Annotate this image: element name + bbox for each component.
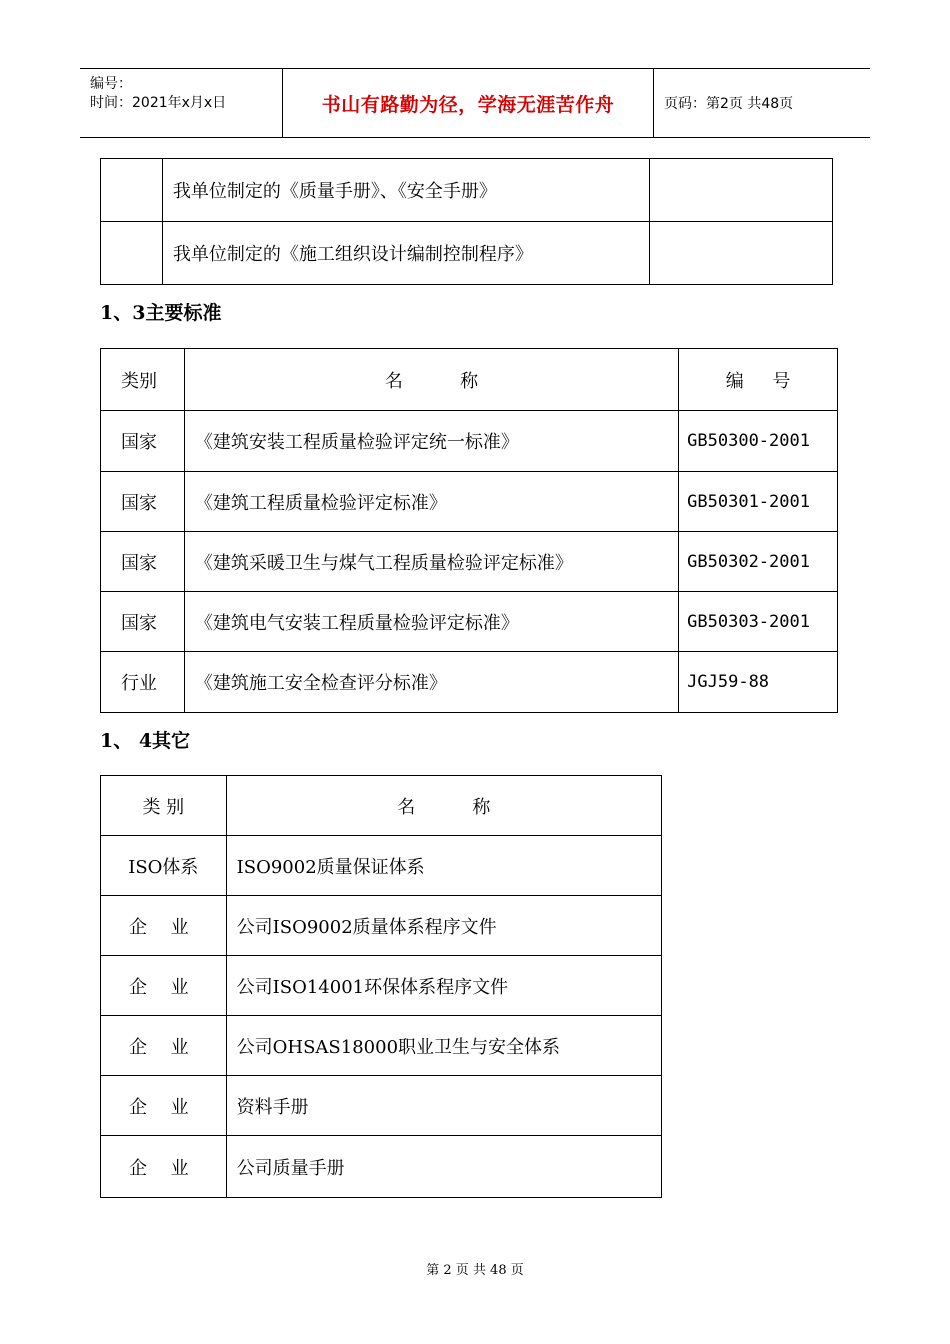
table-row: [101, 896, 662, 956]
name-cell: 资料手册: [226, 1076, 661, 1136]
category-cell: 国家: [101, 592, 185, 652]
date-line: 时间：2021年x月x日: [90, 95, 227, 111]
table-row: [101, 222, 833, 285]
category-cell: 行业: [101, 652, 185, 713]
category-cell: 国家: [101, 472, 185, 532]
table-row: [101, 956, 662, 1016]
category-cell: 企 业: [101, 956, 227, 1016]
code-cell: GB50301-2001: [679, 472, 838, 532]
table-row: [101, 1136, 662, 1198]
table-row: [101, 592, 838, 652]
table-row: [101, 1076, 662, 1136]
section-title-1-4: 1、 4其它: [100, 730, 191, 752]
table-row: [101, 159, 833, 222]
category-cell: 企 业: [101, 1076, 227, 1136]
category-cell: 国家: [101, 532, 185, 592]
name-cell: 《建筑施工安全检查评分标准》: [184, 652, 678, 713]
motto: 书山有路勤为径，学海无涯苦作舟: [321, 93, 615, 116]
name-cell: 公司ISO9002质量体系程序文件: [226, 896, 661, 956]
code-cell: GB50302-2001: [679, 532, 838, 592]
code-cell: GB50303-2001: [679, 592, 838, 652]
section-title-1-3: 1、3主要标准: [100, 302, 222, 324]
header-category: 类别: [101, 349, 185, 411]
standards-table: [100, 348, 838, 713]
code-cell: JGJ59-88: [679, 652, 838, 713]
table-row: [101, 836, 662, 896]
name-cell: 公司ISO14001环保体系程序文件: [226, 956, 661, 1016]
table-row: [101, 411, 838, 472]
doc-number-label: 编号：: [90, 76, 132, 92]
category-cell: 企 业: [101, 1016, 227, 1076]
name-cell: 公司质量手册: [226, 1136, 661, 1198]
header-motto-cell: [282, 69, 654, 137]
header-page-cell: [654, 69, 870, 137]
name-cell: 《建筑工程质量检验评定标准》: [184, 472, 678, 532]
name-cell: 《建筑采暖卫生与煤气工程质量检验评定标准》: [184, 532, 678, 592]
table-cell: [101, 222, 163, 285]
table-row: [101, 472, 838, 532]
header-name: 名 称: [184, 349, 678, 411]
table-row: [101, 1016, 662, 1076]
table-row: [101, 532, 838, 592]
category-cell: 国家: [101, 411, 185, 472]
page-info: 页码：第2页 共48页: [664, 96, 794, 112]
page-footer: 第 2 页 共 48 页: [426, 1263, 524, 1278]
header-meta: [80, 69, 282, 137]
table-row: [101, 652, 838, 713]
header-code: 编 号: [679, 349, 838, 411]
other-table: [100, 775, 662, 1198]
name-cell: 《建筑电气安装工程质量检验评定标准》: [184, 592, 678, 652]
table-cell: [649, 159, 833, 222]
table-cell: 我单位制定的《质量手册》、《安全手册》: [162, 159, 649, 222]
table-cell: [101, 159, 163, 222]
reference-table: [100, 158, 833, 285]
table-cell: 我单位制定的《施工组织设计编制控制程序》: [162, 222, 649, 285]
code-cell: GB50300-2001: [679, 411, 838, 472]
table-header-row: [101, 349, 838, 411]
header-category: 类 别: [101, 776, 227, 836]
category-cell: ISO体系: [101, 836, 227, 896]
table-header-row: [101, 776, 662, 836]
page-header: [80, 68, 870, 138]
header-name: 名 称: [226, 776, 661, 836]
name-cell: 《建筑安装工程质量检验评定统一标准》: [184, 411, 678, 472]
name-cell: 公司OHSAS18000职业卫生与安全体系: [226, 1016, 661, 1076]
name-cell: ISO9002质量保证体系: [226, 836, 661, 896]
category-cell: 企 业: [101, 1136, 227, 1198]
table-cell: [649, 222, 833, 285]
category-cell: 企 业: [101, 896, 227, 956]
